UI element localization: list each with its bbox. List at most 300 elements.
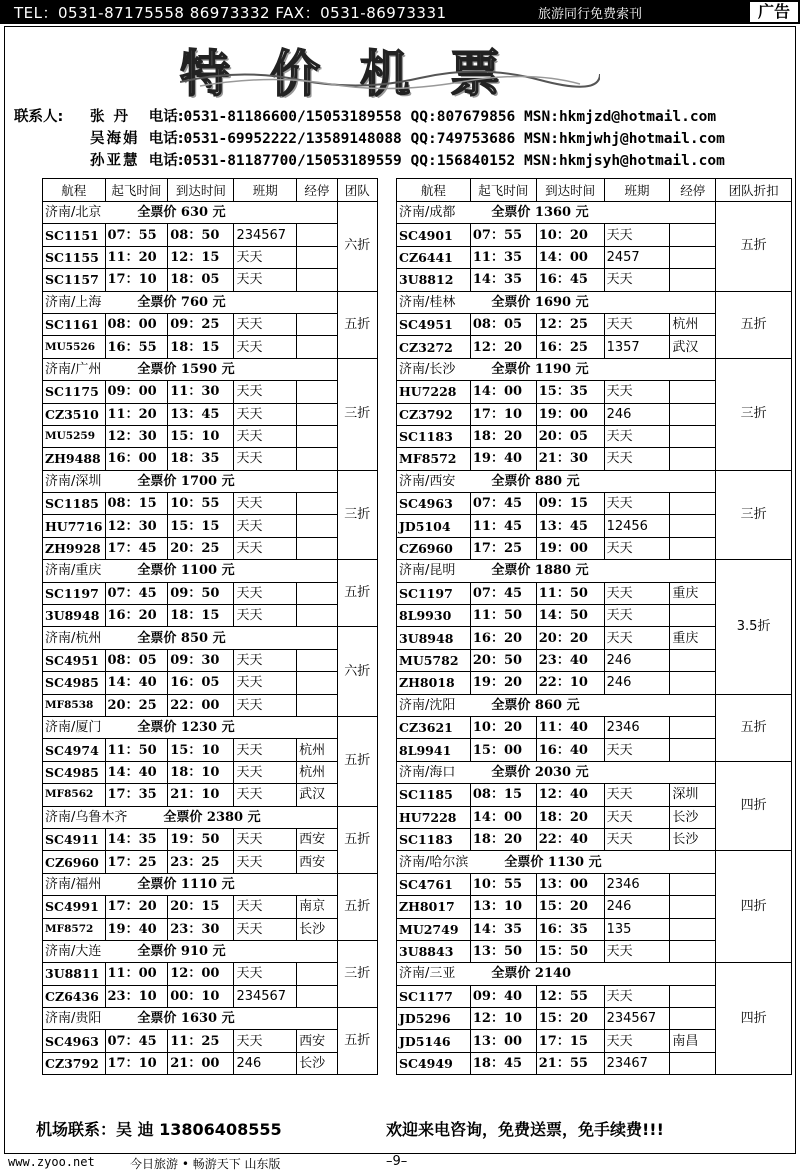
flight-schedule: 天天	[234, 896, 297, 918]
departure-time: 19：40	[470, 448, 536, 470]
column-header: 经停	[670, 179, 716, 202]
route-name: 济南/成都	[399, 205, 456, 221]
flight-schedule: 天天	[604, 806, 670, 828]
flight-row	[43, 246, 378, 268]
departure-time: 16：20	[105, 605, 168, 627]
flight-number: MF8572	[43, 918, 106, 940]
departure-time: 14：00	[470, 806, 536, 828]
route-cell	[43, 1008, 338, 1030]
arrival-time: 16：35	[536, 918, 604, 940]
route-header-row	[397, 851, 792, 873]
column-header: 经停	[297, 179, 337, 202]
flight-stopover	[670, 1052, 716, 1074]
flight-schedule: 天天	[234, 515, 297, 537]
departure-time: 20：50	[470, 649, 536, 671]
flight-row	[43, 269, 378, 291]
flight-number: ZH9928	[43, 537, 106, 559]
flight-schedule: 天天	[234, 448, 297, 470]
route-fare: 全票价 860 元	[491, 697, 580, 713]
flight-number: SC1157	[43, 269, 106, 291]
arrival-time: 18：05	[168, 269, 234, 291]
flight-stopover	[297, 246, 337, 268]
route-name: 济南/上海	[45, 294, 102, 310]
ad-label-badge: 广告	[748, 0, 800, 24]
arrival-time: 23：30	[168, 918, 234, 940]
arrival-time: 00：10	[168, 985, 234, 1007]
flight-schedule: 天天	[234, 649, 297, 671]
flight-schedule: 天天	[234, 381, 297, 403]
flight-number: SC4985	[43, 672, 106, 694]
flight-stopover	[297, 985, 337, 1007]
contact-qq: QQ:749753686	[410, 131, 516, 147]
departure-time: 10：20	[470, 716, 536, 738]
flight-schedule: 天天	[234, 582, 297, 604]
flight-row	[43, 851, 378, 873]
arrival-time: 20：15	[168, 896, 234, 918]
flight-stopover	[670, 985, 716, 1007]
flight-row	[43, 493, 378, 515]
flight-stopover	[670, 940, 716, 962]
flight-schedule: 天天	[234, 761, 297, 783]
flight-stopover	[297, 403, 337, 425]
departure-time: 19：20	[470, 672, 536, 694]
flight-schedule: 2346	[604, 716, 670, 738]
contact-row	[14, 106, 725, 128]
flight-number: ZH9488	[43, 448, 106, 470]
flight-stopover	[670, 246, 716, 268]
flight-number: SC4761	[397, 873, 471, 895]
flight-stopover	[297, 605, 337, 627]
team-discount: 四折	[716, 851, 792, 963]
departure-time: 14：35	[470, 918, 536, 940]
route-name: 济南/杭州	[45, 630, 102, 646]
flight-number: SC4974	[43, 739, 106, 761]
route-cell	[43, 806, 338, 828]
flight-schedule: 天天	[234, 425, 297, 447]
flight-number: CZ3621	[397, 716, 471, 738]
departure-time: 14：35	[105, 828, 168, 850]
route-cell	[43, 560, 338, 582]
departure-time: 09：00	[105, 381, 168, 403]
flight-number: 3U8811	[43, 963, 106, 985]
flight-number: SC4991	[43, 896, 106, 918]
departure-time: 12：20	[470, 336, 536, 358]
departure-time: 16：00	[105, 448, 168, 470]
route-cell	[397, 358, 716, 380]
column-header: 起飞时间	[105, 179, 168, 202]
arrival-time: 12：25	[536, 313, 604, 335]
flight-schedule: 天天	[234, 851, 297, 873]
flight-schedule: 2457	[604, 246, 670, 268]
arrival-time: 09：15	[536, 493, 604, 515]
departure-time: 12：10	[470, 1008, 536, 1030]
flight-schedule: 246	[604, 672, 670, 694]
flight-stopover	[670, 515, 716, 537]
flight-number: HU7716	[43, 515, 106, 537]
flight-stopover	[670, 739, 716, 761]
flight-number: CZ3792	[397, 403, 471, 425]
route-header-row	[397, 560, 792, 582]
departure-time: 17：25	[105, 851, 168, 873]
flight-schedule: 天天	[604, 627, 670, 649]
team-discount: 六折	[337, 202, 377, 292]
departure-time: 08：05	[105, 649, 168, 671]
team-discount: 三折	[716, 470, 792, 560]
flight-schedule: 天天	[604, 582, 670, 604]
route-name: 济南/福州	[45, 876, 102, 892]
flight-schedule: 23467	[604, 1052, 670, 1074]
team-discount: 五折	[337, 806, 377, 873]
flight-row	[43, 582, 378, 604]
route-name: 济南/昆明	[399, 563, 456, 579]
flight-schedule: 天天	[234, 269, 297, 291]
flight-row	[43, 828, 378, 850]
flight-stopover	[670, 537, 716, 559]
flight-stopover: 南昌	[670, 1030, 716, 1052]
column-header: 到达时间	[536, 179, 604, 202]
website-link[interactable]: www.zyoo.net	[8, 1155, 95, 1169]
flight-row	[43, 784, 378, 806]
route-name: 济南/重庆	[45, 563, 102, 579]
contact-phone: 0531-69952222/13589148088	[183, 131, 402, 147]
team-discount: 三折	[716, 358, 792, 470]
route-cell	[43, 470, 338, 492]
departure-time: 08：15	[470, 784, 536, 806]
column-header: 航程	[397, 179, 471, 202]
flight-number: SC1197	[43, 582, 106, 604]
route-cell	[43, 358, 338, 380]
arrival-time: 21：00	[168, 1052, 234, 1074]
departure-time: 16：20	[470, 627, 536, 649]
route-name: 济南/桂林	[399, 294, 456, 310]
arrival-time: 12：40	[536, 784, 604, 806]
departure-time: 14：00	[470, 381, 536, 403]
flight-stopover	[670, 672, 716, 694]
arrival-time: 11：25	[168, 1030, 234, 1052]
arrival-time: 12：15	[168, 246, 234, 268]
flight-row	[43, 985, 378, 1007]
route-header-row	[43, 627, 378, 649]
departure-time: 13：50	[470, 940, 536, 962]
flight-schedule: 天天	[234, 739, 297, 761]
flight-schedule: 12456	[604, 515, 670, 537]
arrival-time: 15：50	[536, 940, 604, 962]
arrival-time: 12：55	[536, 985, 604, 1007]
arrival-time: 22：00	[168, 694, 234, 716]
contact-row	[14, 128, 725, 150]
team-discount: 五折	[337, 716, 377, 806]
flight-number: ZH8018	[397, 672, 471, 694]
flight-stopover	[297, 425, 337, 447]
flight-schedule: 天天	[234, 403, 297, 425]
right-fare-table	[396, 178, 792, 1075]
flight-row	[43, 224, 378, 246]
contact-msn[interactable]: MSN:hkmjwhj@hotmail.com	[524, 131, 725, 147]
contact-qq: QQ:156840152	[410, 153, 516, 169]
arrival-time: 13：45	[168, 403, 234, 425]
route-header-row	[43, 202, 378, 224]
flight-schedule: 天天	[604, 739, 670, 761]
contact-name: 吴海娟	[90, 131, 140, 147]
route-cell	[43, 291, 338, 313]
flight-stopover: 长沙	[297, 918, 337, 940]
flight-row	[43, 515, 378, 537]
arrival-time: 14：00	[536, 246, 604, 268]
route-fare: 全票价 1590 元	[137, 361, 235, 377]
flight-stopover: 深圳	[670, 784, 716, 806]
team-discount: 四折	[716, 963, 792, 1075]
departure-time: 14：40	[105, 761, 168, 783]
flight-stopover: 重庆	[670, 627, 716, 649]
route-name: 济南/沈阳	[399, 697, 456, 713]
departure-time: 07：45	[470, 493, 536, 515]
flight-schedule: 234567	[234, 224, 297, 246]
flight-schedule: 天天	[234, 963, 297, 985]
flight-row	[43, 739, 378, 761]
route-name: 济南/海口	[399, 764, 456, 780]
flight-stopover	[670, 403, 716, 425]
route-fare: 全票价 2380 元	[163, 809, 261, 825]
header-contact-line: TEL：0531-87175558 86973332 FAX：0531-86973331	[14, 4, 447, 22]
flight-number: SC1177	[397, 985, 471, 1007]
flight-number: SC1151	[43, 224, 106, 246]
departure-time: 18：20	[470, 828, 536, 850]
flight-number: CZ6960	[397, 537, 471, 559]
flight-number: SC4951	[43, 649, 106, 671]
flight-row	[43, 403, 378, 425]
flight-stopover	[670, 448, 716, 470]
arrival-time: 11：40	[536, 716, 604, 738]
flight-schedule: 天天	[604, 224, 670, 246]
departure-time: 08：00	[105, 313, 168, 335]
magazine-slogan: 今日旅游 • 畅游天下 山东版	[130, 1157, 281, 1171]
route-fare: 全票价 1690 元	[491, 294, 589, 310]
arrival-time: 13：45	[536, 515, 604, 537]
footer-slogan: 欢迎来电咨询，免费送票，免手续费!!!	[386, 1120, 664, 1139]
team-discount: 五折	[337, 560, 377, 627]
arrival-time: 21：30	[536, 448, 604, 470]
contact-name: 张 丹	[90, 109, 131, 125]
flight-row	[43, 672, 378, 694]
flight-number: ZH8017	[397, 896, 471, 918]
departure-time: 17：35	[105, 784, 168, 806]
departure-time: 11：50	[105, 739, 168, 761]
departure-time: 08：15	[105, 493, 168, 515]
flight-number: SC4951	[397, 313, 471, 335]
arrival-time: 15：10	[168, 425, 234, 447]
departure-time: 13：00	[470, 1030, 536, 1052]
flight-schedule: 135	[604, 918, 670, 940]
team-discount: 三折	[337, 940, 377, 1007]
route-header-row	[397, 963, 792, 985]
flight-stopover: 重庆	[670, 582, 716, 604]
team-discount: 三折	[337, 358, 377, 470]
flight-number: 3U8948	[43, 605, 106, 627]
flight-number: 8L9930	[397, 605, 471, 627]
route-header-row	[43, 806, 378, 828]
flight-stopover: 南京	[297, 896, 337, 918]
arrival-time: 09：50	[168, 582, 234, 604]
flight-schedule: 天天	[604, 537, 670, 559]
arrival-time: 22：10	[536, 672, 604, 694]
departure-time: 11：20	[105, 403, 168, 425]
flight-number: SC4901	[397, 224, 471, 246]
flight-row	[43, 1030, 378, 1052]
route-fare: 全票价 2030 元	[491, 764, 589, 780]
route-header-row	[397, 202, 792, 224]
route-header-row	[43, 1008, 378, 1030]
flight-stopover	[297, 694, 337, 716]
departure-time: 12：30	[105, 515, 168, 537]
route-cell	[397, 291, 716, 313]
contact-row	[14, 150, 725, 172]
flight-number: CZ3510	[43, 403, 106, 425]
arrival-time: 23：40	[536, 649, 604, 671]
flight-stopover	[670, 873, 716, 895]
contact-msn[interactable]: MSN:hkmjzd@hotmail.com	[524, 109, 717, 125]
route-name: 济南/广州	[45, 361, 102, 377]
arrival-time: 15：35	[536, 381, 604, 403]
flight-schedule: 天天	[234, 537, 297, 559]
departure-time: 17：20	[105, 896, 168, 918]
flight-schedule: 234567	[604, 1008, 670, 1030]
contact-label: 联系人:	[14, 109, 64, 125]
flight-number: 3U8812	[397, 269, 471, 291]
flight-schedule: 天天	[604, 493, 670, 515]
departure-time: 13：10	[470, 896, 536, 918]
route-name: 济南/北京	[45, 205, 102, 221]
contact-phone: 0531-81186600/15053189558	[183, 109, 402, 125]
flight-stopover: 杭州	[297, 739, 337, 761]
flight-stopover: 西安	[297, 828, 337, 850]
contact-phone: 0531-81187700/15053189559	[183, 153, 402, 169]
flight-stopover	[670, 716, 716, 738]
flight-number: MF8562	[43, 784, 106, 806]
flight-stopover	[297, 313, 337, 335]
arrival-time: 18：15	[168, 605, 234, 627]
flight-number: CZ3272	[397, 336, 471, 358]
column-header: 班期	[604, 179, 670, 202]
flight-schedule: 天天	[604, 448, 670, 470]
route-name: 济南/长沙	[399, 361, 456, 377]
route-cell	[397, 761, 716, 783]
flight-schedule: 天天	[234, 918, 297, 940]
route-name: 济南/三亚	[399, 966, 456, 982]
arrival-time: 11：50	[536, 582, 604, 604]
flight-number: SC4911	[43, 828, 106, 850]
flight-schedule: 天天	[234, 246, 297, 268]
flight-row	[43, 963, 378, 985]
route-name: 济南/乌鲁木齐	[45, 809, 128, 825]
flight-stopover	[297, 582, 337, 604]
flight-schedule: 天天	[604, 381, 670, 403]
flight-schedule: 天天	[604, 828, 670, 850]
flight-number: CZ6441	[397, 246, 471, 268]
route-fare: 全票价 850 元	[137, 630, 226, 646]
route-fare: 全票价 1360 元	[491, 205, 589, 221]
departure-time: 19：40	[105, 918, 168, 940]
flight-schedule: 天天	[234, 1030, 297, 1052]
flight-stopover	[297, 448, 337, 470]
flight-schedule: 2346	[604, 873, 670, 895]
flight-schedule: 天天	[604, 605, 670, 627]
contact-name: 孙亚慧	[90, 153, 140, 169]
team-discount: 3.5折	[716, 560, 792, 694]
airport-contact: 机场联系：吴 迪 13806408555	[36, 1120, 282, 1139]
arrival-time: 15：20	[536, 1008, 604, 1030]
flight-schedule: 天天	[604, 313, 670, 335]
departure-time: 11：20	[105, 246, 168, 268]
team-discount: 五折	[716, 202, 792, 292]
arrival-time: 22：40	[536, 828, 604, 850]
team-discount: 五折	[337, 873, 377, 940]
flight-schedule: 246	[604, 896, 670, 918]
flight-number: JD5296	[397, 1008, 471, 1030]
column-header: 航程	[43, 179, 106, 202]
departure-time: 07：45	[470, 582, 536, 604]
flight-number: SC4963	[397, 493, 471, 515]
flight-row	[43, 1052, 378, 1074]
flight-number: 3U8843	[397, 940, 471, 962]
team-discount: 五折	[716, 291, 792, 358]
route-cell	[397, 963, 716, 985]
arrival-time: 18：35	[168, 448, 234, 470]
column-header: 团队	[337, 179, 377, 202]
route-name: 济南/深圳	[45, 473, 102, 489]
flight-number: HU7228	[397, 806, 471, 828]
route-fare: 全票价 880 元	[491, 473, 580, 489]
route-cell	[397, 202, 716, 224]
flight-number: 3U8948	[397, 627, 471, 649]
departure-time: 20：25	[105, 694, 168, 716]
arrival-time: 17：15	[536, 1030, 604, 1052]
flight-stopover: 武汉	[670, 336, 716, 358]
flight-stopover	[670, 918, 716, 940]
page-number: –9–	[386, 1154, 408, 1169]
route-header-row	[43, 470, 378, 492]
arrival-time: 18：15	[168, 336, 234, 358]
departure-time: 23：10	[105, 985, 168, 1007]
route-name: 济南/贵阳	[45, 1011, 102, 1027]
arrival-time: 15：15	[168, 515, 234, 537]
flight-stopover	[670, 425, 716, 447]
flight-row	[43, 381, 378, 403]
flight-stopover	[297, 381, 337, 403]
departure-time: 17：10	[105, 1052, 168, 1074]
departure-time: 09：40	[470, 985, 536, 1007]
departure-time: 11：45	[470, 515, 536, 537]
route-header-row	[43, 873, 378, 895]
flight-stopover: 西安	[297, 851, 337, 873]
contact-msn[interactable]: MSN:hkmjsyh@hotmail.com	[524, 153, 725, 169]
flight-stopover: 长沙	[670, 806, 716, 828]
departure-time: 12：30	[105, 425, 168, 447]
flight-stopover	[297, 269, 337, 291]
arrival-time: 09：25	[168, 313, 234, 335]
flight-schedule: 天天	[234, 313, 297, 335]
route-name: 济南/哈尔滨	[399, 854, 469, 870]
departure-time: 07：45	[105, 582, 168, 604]
arrival-time: 08：50	[168, 224, 234, 246]
route-fare: 全票价 1700 元	[137, 473, 235, 489]
route-cell	[397, 694, 716, 716]
flight-number: MU5782	[397, 649, 471, 671]
contact-phone-label: 电话:	[148, 153, 184, 169]
route-fare: 全票价 1230 元	[137, 720, 235, 736]
departure-time: 18：45	[470, 1052, 536, 1074]
route-header-row	[43, 291, 378, 313]
flight-number: SC4963	[43, 1030, 106, 1052]
